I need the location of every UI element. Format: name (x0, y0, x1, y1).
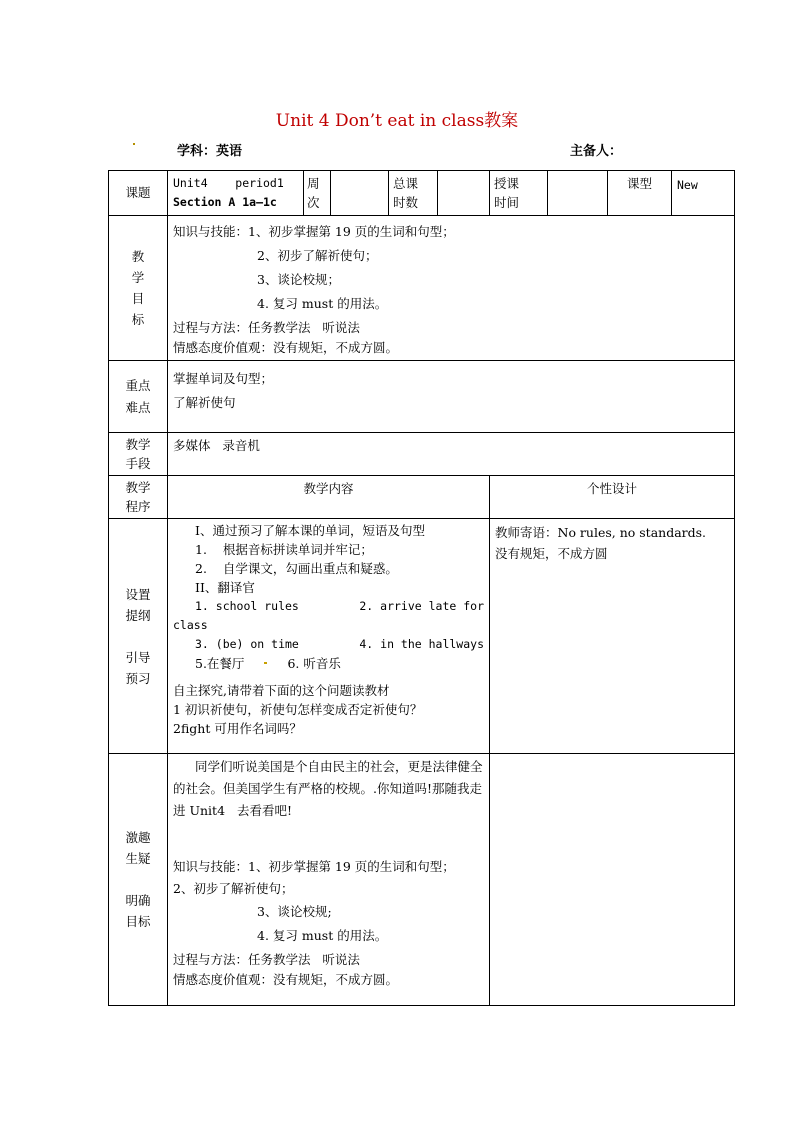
teach-time-value (548, 171, 608, 216)
preview-label-line: 设置 (125, 586, 151, 602)
procedure-label (109, 476, 168, 519)
motivate-label-line: 明确 (125, 893, 151, 908)
motivate-label-line: 目标 (125, 914, 151, 929)
key-points-label-1: 重点 (125, 377, 151, 393)
total-value (438, 171, 490, 216)
goals-label-char: 标 (131, 312, 145, 327)
preview-line: 2fight 可用作名词吗？ (173, 721, 302, 736)
goal-line: 2、初步了解祈使句； (257, 248, 378, 263)
preview-line: II、翻译官 (195, 580, 255, 595)
decorative-dot (133, 143, 135, 145)
motivate-content (168, 754, 490, 1006)
preview-line: class (173, 618, 208, 632)
preview-line (173, 654, 484, 673)
teach-label-2: 时间 (494, 195, 520, 210)
vocab-item: 1. school rules (195, 599, 299, 613)
motivate-goal-line: 2、初步了解祈使句； (173, 881, 294, 896)
preview-line: 自主探究,请带着下面的这个问题读教材 (173, 683, 390, 698)
key-points-label (109, 361, 168, 433)
means-label-2: 手段 (125, 456, 151, 471)
total-label (389, 171, 438, 216)
topic-line-2: Section A 1a—1c (173, 195, 277, 209)
motivate-row (109, 754, 735, 1006)
procedure-label-1: 教学 (125, 480, 151, 495)
vocab-item: 3. (be) on time (195, 637, 299, 651)
preview-design (490, 519, 735, 754)
preview-row (109, 519, 735, 754)
preview-line (173, 597, 484, 616)
week-value (331, 171, 389, 216)
means-row (109, 433, 735, 476)
motivate-goal-line: 过程与方法：任务教学法 听说法 (173, 952, 360, 967)
motivate-label (109, 754, 168, 1006)
topic-label: 课题 (109, 171, 168, 216)
goal-line: 情感态度价值观：没有规矩，不成方圆。 (173, 340, 399, 355)
topic-value (168, 171, 304, 216)
preview-line: 2. 自学课文，勾画出重点和疑惑。 (195, 561, 398, 576)
preview-label-line: 预习 (125, 670, 151, 686)
key-points-label-2: 难点 (125, 399, 151, 415)
preview-line (173, 635, 484, 654)
week-label-2: 次 (307, 195, 320, 210)
preview-label-spacer (111, 626, 165, 647)
motivate-label-line: 生疑 (125, 851, 151, 866)
week-label (304, 171, 331, 216)
vocab-item: 5.在餐厅 (195, 656, 245, 671)
procedure-label-2: 程序 (125, 499, 151, 514)
motivate-goal-line: 4. 复习 must 的用法。 (257, 928, 388, 943)
week-label-1: 周 (307, 176, 320, 191)
goal-line: 知识与技能：1、初步掌握第 19 页的生词和句型； (173, 224, 455, 239)
total-label-1: 总课 (393, 176, 419, 191)
motivate-design (490, 754, 735, 1006)
procedure-header-row (109, 476, 735, 519)
means-label-1: 教学 (125, 437, 151, 452)
total-label-2: 时数 (393, 195, 419, 210)
teach-time-label (490, 171, 548, 216)
teach-label-1: 授课 (494, 176, 520, 191)
motivate-paragraph: 同学们听说美国是个自由民主的社会，更是法律健全的社会。但美国学生有严格的校规。.你知道吗!那随我走进 Unit4 去看看吧! (173, 759, 483, 818)
goals-label-char: 教 (131, 249, 145, 264)
preview-label (109, 519, 168, 754)
goal-line: 过程与方法：任务教学法 听说法 (173, 320, 360, 335)
preview-line: I、通过预习了解本课的单词，短语及句型 (195, 523, 425, 538)
goals-label-char: 目 (131, 291, 145, 306)
content-header: 教学内容 (168, 476, 490, 519)
page-title: Unit 4 Don’t eat in class教案 (275, 111, 519, 131)
means-label (109, 433, 168, 476)
means-value: 多媒体 录音机 (168, 433, 735, 476)
design-header: 个性设计 (490, 476, 735, 519)
goal-line: 4. 复习 must 的用法。 (257, 296, 388, 311)
motivate-label-line: 激趣 (125, 830, 151, 845)
motivate-goal-line: 3、谈论校规; (257, 904, 332, 919)
header-row (109, 171, 735, 216)
key-points-row (109, 361, 735, 433)
teacher-message: 没有规矩，不成方圆 (495, 546, 608, 561)
lesson-plan-table (108, 170, 735, 1006)
topic-line-1: Unit4 period1 (173, 176, 284, 190)
preview-line: 1. 根据音标拼读单词并牢记； (195, 542, 373, 557)
motivate-label-spacer (111, 869, 165, 890)
goals-content (168, 216, 735, 361)
decorative-dot (264, 662, 267, 664)
motivate-goal-line: 知识与技能：1、初步掌握第 19 页的生词和句型； (173, 859, 455, 874)
goal-line: 3、谈论校规； (257, 272, 340, 287)
preview-label-line: 提纲 (125, 607, 151, 623)
vocab-item: 6. 听音乐 (287, 656, 341, 671)
key-point-line: 了解祈使句 (173, 395, 236, 410)
lesson-type-value: New (672, 171, 735, 216)
key-point-line: 掌握单词及句型； (173, 371, 274, 386)
teacher-message: 教师寄语：No rules, no standards. (495, 525, 707, 540)
vocab-item: 2. arrive late for (359, 599, 484, 613)
goals-row (109, 216, 735, 361)
preview-content (168, 519, 490, 754)
vocab-item: 4. in the hallways (359, 637, 484, 651)
preparer-label: 主备人： (570, 144, 623, 159)
goals-label (109, 216, 168, 361)
motivate-goal-line: 情感态度价值观：没有规矩，不成方圆。 (173, 972, 399, 987)
lesson-type-label: 课型 (608, 171, 672, 216)
goals-label-char: 学 (131, 270, 145, 285)
subject-label: 学科：英语 (177, 144, 243, 159)
key-points-content (168, 361, 735, 433)
preview-line: 1 初识祈使句，祈使句怎样变成否定祈使句？ (173, 702, 423, 717)
preview-label-line: 引导 (125, 649, 151, 665)
